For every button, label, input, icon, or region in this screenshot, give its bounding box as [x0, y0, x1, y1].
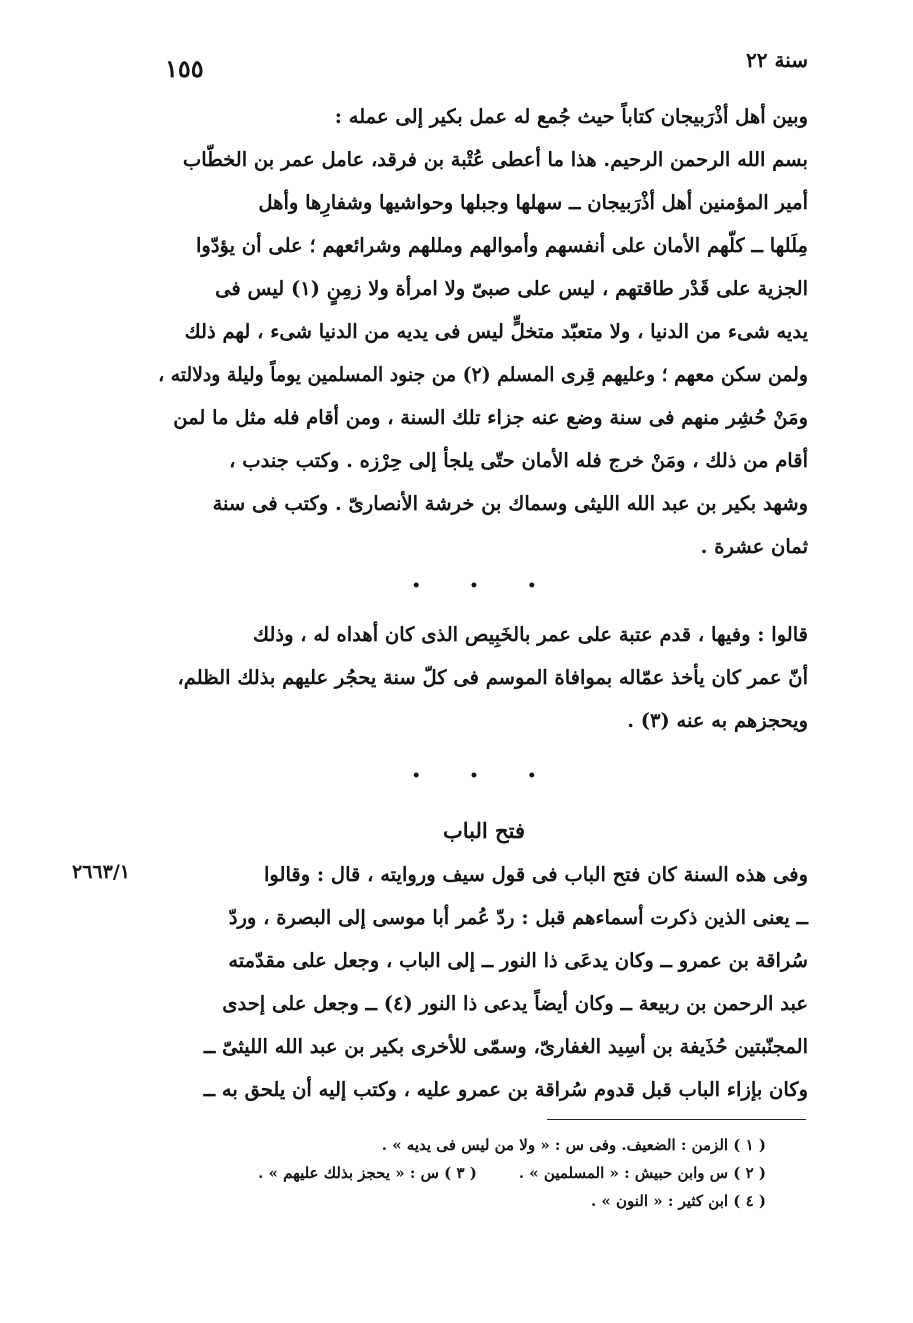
footnote-divider — [547, 1119, 806, 1120]
text-line: بسم الله الرحمن الرحيم. هذا ما أعطى عُتْبة بن فرقد، عامل عمر بن الخطّاب — [182, 148, 808, 171]
section-separator: • • • — [411, 578, 559, 594]
text-line: قالوا : وفيها ، قدم عتبة على عمر بالخَبِيص الذى كان أهداه له ، وذلك — [253, 623, 808, 646]
footnote: ( ٢ ) س وابن حبيش : « المسلمين » . — [518, 1164, 766, 1182]
text-line: ثمان عشرة . — [700, 535, 808, 558]
text-line: ــ يعنى الذين ذكرت أسماءهم قبل : ردّ عُمر أبا موسى إلى البصرة ، وردّ — [228, 906, 808, 929]
text-line: ويحجزهم به عنه (٣) . — [627, 709, 808, 732]
text-line: المجنّبتين حُذَيفة بن أسِيد الغفارىّ، وسمّى للأخرى بكير بن عبد الله الليثىّ ــ — [203, 1035, 808, 1058]
text-line: وفى هذه السنة كان فتح الباب فى قول سيف وروايته ، قال : وقالوا — [264, 863, 808, 886]
section-bab-text — [158, 853, 808, 1111]
footnote: ( ٤ ) ابن كثير : « النون » . — [590, 1192, 766, 1210]
footnote-row — [258, 1164, 766, 1182]
text-line: ومَنْ حُشِر منهم فى سنة وضع عنه جزاء تلك السنة ، ومن أقام فله مثل ما لمن — [173, 406, 808, 429]
text-line: سُراقة بن عمرو ــ وكان يدعَى ذا النور ــ إلى الباب ، وجعل على مقدّمته — [228, 949, 808, 972]
text-line: وشهد بكير بن عبد الله الليثى وسماك بن خرشة الأنصارىّ . وكتب فى سنة — [212, 492, 808, 515]
section-khabis-text — [158, 613, 808, 742]
text-line: مِلَلها ــ كلّهم الأمان على أنفسهم وأموالهم ومللهم وشرائعهم ؛ على أن يؤدّوا — [196, 234, 808, 257]
section-covenant-text — [158, 95, 808, 568]
text-line: ولمن سكن معهم ؛ وعليهم قِرى المسلم (٢) من جنود المسلمين يوماً وليلة ودلالته ، — [158, 363, 808, 386]
footnote: ( ٣ ) س : « يحجز بذلك عليهم » . — [258, 1164, 477, 1182]
text-line: عبد الرحمن بن ربيعة ــ وكان أيضاً يدعى ذا النور (٤) ــ وجعل على إحدى — [222, 992, 808, 1015]
footnote: ( ١ ) الزمن : الضعيف. وفى س : « ولا من ليس فى يديه » . — [381, 1136, 766, 1154]
text-line: يديه شىء من الدنيا ، ولا متعبّد متخلٍّ ليس فى يديه من الدنيا شىء ، لهم ذلك — [184, 320, 808, 343]
text-line: وبين أهل أذْرَبيجان كتاباً حيث جُمع له عمل بكير إلى عمله : — [334, 105, 808, 128]
margin-reference: ٢٦٦٣/١ — [72, 861, 130, 883]
running-header-year: سنة ٢٢ — [746, 48, 808, 72]
text-line: وكان بإزاء الباب قبل قدوم سُراقة بن عمرو عليه ، وكتب إليه أن يلحق به ــ — [203, 1078, 808, 1101]
text-line: أنّ عمر كان يأخذ عمّاله بموافاة الموسم فى كلّ سنة يحجُر عليهم بذلك الظلم، — [177, 666, 808, 689]
section-separator: • • • — [411, 768, 559, 784]
text-line: أمير المؤمنين أهل أذْرَبيجان ــ سهلها وجبلها وحواشيها وشفارِها وأهل — [258, 191, 808, 214]
text-line: الجزية على قَدْر طاقتهم ، ليس على صبىّ ولا امرأة ولا زمِنٍ (١) ليس فى — [215, 277, 808, 300]
section-heading: فتح الباب — [443, 818, 525, 843]
page-number: ١٥٥ — [165, 54, 204, 83]
text-line: أقام من ذلك ، ومَنْ خرج فله الأمان حتّى يلجأ إلى حِرْزه . وكتب جندب ، — [229, 449, 808, 472]
